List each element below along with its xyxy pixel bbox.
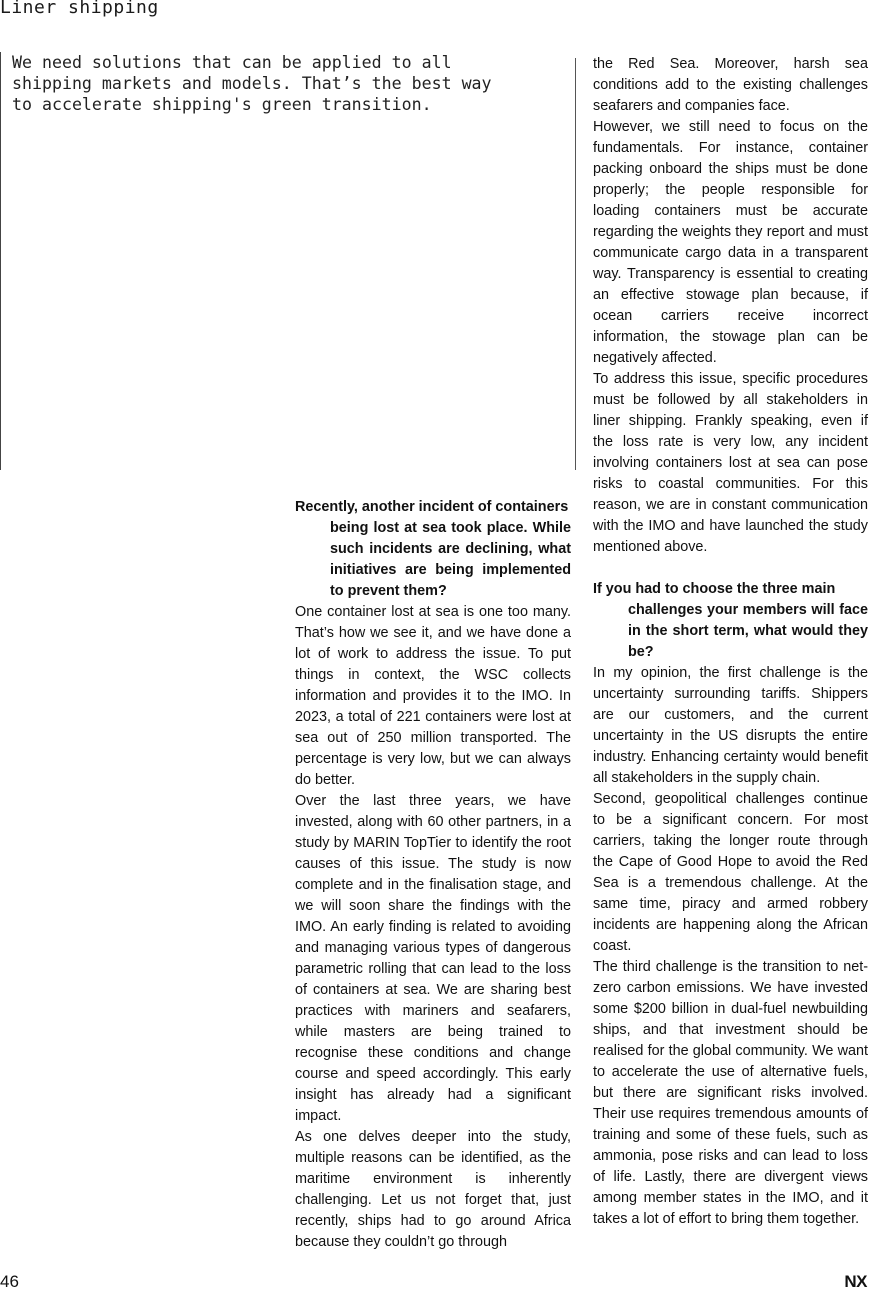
question-first-line: Recently, another incident of containers: [295, 499, 569, 515]
page-number: 46: [0, 1272, 19, 1291]
article-column-right: [593, 54, 868, 1230]
answer-paragraph: the Red Sea. Moreover, harsh sea conditions add to the existing challenges seafarers and companies face.: [593, 56, 868, 114]
interview-question: [593, 579, 868, 663]
answer-paragraph: However, we still need to focus on the fundamentals. For instance, container packing onboard the ships must be done properly; the people responsible for loading containers must be accurate regarding the weights they report and must communicate cargo data in a transparent way. Transparency is essential to creating an effective stowage plan because, if ocean carriers receive incorrect information, the stowage plan can be negatively affected.: [593, 119, 868, 366]
article-column-left: [295, 497, 571, 1253]
section-label: Liner shipping: [0, 0, 159, 18]
answer-paragraph: The third challenge is the transition to net-zero carbon emissions. We have invested some $200 billion in dual-fuel newbuilding ships, and that investment should be realised for the global community. We want to accelerate the use of alternative fuels, but there are significant risks involved. Their use requires tremendous amounts of training and some of these fuels, such as ammonia, pose risks and can lead to loss of life. Lastly, there are divergent views among member states in the IMO, and it takes a lot of effort to bring them together.: [593, 959, 868, 1227]
paragraph-gap: [593, 558, 868, 579]
question-continuation: being lost at sea took place. While such incidents are declining, what initiatives are being implemented to prevent them?: [330, 520, 571, 599]
interview-question: [295, 497, 571, 602]
publication-logo: NX: [844, 1272, 867, 1291]
answer-paragraph: Over the last three years, we have invested, along with 60 other partners, in a study by MARIN TopTier to identify the root causes of this issue. The study is now complete and in the finalisation stage, and we will soon share the findings with the IMO. An early finding is related to avoiding and managing various types of dangerous parametric rolling that can lead to the loss of containers at sea. We are sharing best practices with mariners and seafarers, while masters are being trained to recognise these conditions and change course and speed accordingly. This early insight has already had a significant impact.: [295, 793, 571, 1124]
question-first-line: If you had to choose the three main: [593, 581, 836, 597]
answer-paragraph: To address this issue, specific procedures must be followed by all stakeholders in liner shipping. Frankly speaking, even if the loss rate is very low, any incident involving containers lost at sea can pose risks to coastal communities. For this reason, we are in constant communication with the IMO and have launched the study mentioned above.: [593, 371, 868, 555]
column-divider: [575, 58, 576, 470]
pull-quote: [0, 52, 561, 470]
question-continuation: challenges your members will face in the short term, what would they be?: [628, 602, 868, 660]
answer-paragraph: In my opinion, the first challenge is the uncertainty surrounding tariffs. Shippers are our customers, and the current uncertainty in the US disrupts the entire industry. Enhancing certainty would benefit all stakeholders in the supply chain.: [593, 665, 868, 786]
answer-paragraph: One container lost at sea is one too many. That’s how we see it, and we have done a lot of work to address the issue. To put things in context, the WSC collects information and provides it to the IMO. In 2023, a total of 221 containers were lost at sea out of 250 million transported. The percentage is very low, but we can always do better.: [295, 604, 571, 788]
answer-paragraph: Second, geopolitical challenges continue to be a significant concern. For most carriers, taking the longer route through the Cape of Good Hope to avoid the Red Sea is a tremendous challenge. At the same time, piracy and armed robbery incidents are happening along the African coast.: [593, 791, 868, 954]
pull-quote-text: We need solutions that can be applied to all shipping markets and models. That’s the best way to accelerate shipping's green transition.: [12, 53, 492, 114]
answer-paragraph: As one delves deeper into the study, multiple reasons can be identified, as the maritime environment is inherently challenging. Let us not forget that, just recently, ships had to go around Africa because they couldn’t go through: [295, 1129, 571, 1250]
